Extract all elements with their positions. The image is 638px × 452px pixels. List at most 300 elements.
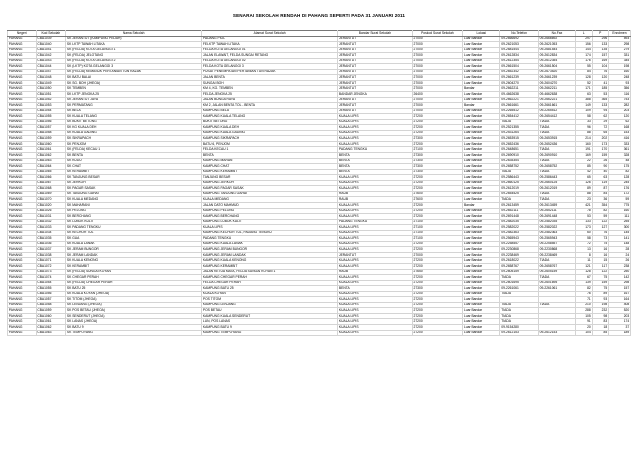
cell-alamat: BENTA bbox=[202, 153, 338, 159]
cell-poskod: 27100 bbox=[412, 147, 462, 153]
cell-perempuan: 76 bbox=[592, 230, 608, 236]
cell-nama-sekolah: SK JERANTUT JAYA bbox=[66, 97, 202, 103]
cell-perempuan: 89 bbox=[592, 291, 608, 297]
cell-negeri: PAHANG bbox=[8, 92, 37, 98]
cell-lokasi: Luar Bandar bbox=[463, 75, 500, 81]
cell-enrolmen: 328 bbox=[608, 153, 630, 159]
cell-nama-sekolah: SK PERMATANG bbox=[66, 103, 202, 109]
cell-telefon: TIADA bbox=[500, 275, 538, 281]
cell-nama-sekolah: SK BATU 9 bbox=[66, 324, 202, 330]
cell-lokasi: Luar Bandar bbox=[463, 214, 500, 220]
cell-lokasi: Luar Bandar bbox=[463, 280, 500, 286]
cell-alamat: KAMPUNG KERAMBIT bbox=[202, 263, 338, 269]
cell-poskod: 27650 bbox=[412, 269, 462, 275]
cell-lokasi: Bandar bbox=[463, 86, 500, 92]
cell-nama-sekolah: SK SENDERUT (JHEOA) bbox=[66, 313, 202, 319]
cell-telefon: 09-2265512 bbox=[500, 108, 538, 114]
cell-bandar: RAUB bbox=[338, 269, 413, 275]
cell-kod-sekolah: CBA1074 bbox=[36, 275, 66, 281]
cell-alamat: KAMPUNG LUBOK KULIT bbox=[202, 219, 338, 225]
cell-lokasi: Luar Bandar bbox=[463, 247, 500, 253]
cell-bandar: RAUB bbox=[338, 197, 413, 203]
cell-enrolmen: 333 bbox=[608, 141, 630, 147]
cell-perempuan: 65 bbox=[592, 130, 608, 136]
cell-lelaki: 91 bbox=[576, 319, 592, 325]
cell-bandar: KUALA LIPIS bbox=[338, 263, 413, 269]
cell-perempuan: 62 bbox=[592, 114, 608, 120]
cell-negeri: PAHANG bbox=[8, 36, 37, 42]
cell-bandar: KUALA LIPIS bbox=[338, 214, 413, 220]
cell-kod-sekolah: CBA1036 bbox=[36, 241, 66, 247]
cell-poskod: 27200 bbox=[412, 125, 462, 131]
cell-kod-sekolah: CBA1065 bbox=[36, 169, 66, 175]
cell-enrolmen: 176 bbox=[608, 186, 630, 192]
cell-perempuan: 120 bbox=[592, 75, 608, 81]
cell-enrolmen: 168 bbox=[608, 125, 630, 131]
cell-poskod: 27000 bbox=[412, 103, 462, 109]
cell-kod-sekolah: CBA1060 bbox=[36, 313, 66, 319]
cell-alamat: KAMPUNG TANJUNG GAHAI bbox=[202, 191, 338, 197]
cell-negeri: PAHANG bbox=[8, 164, 37, 170]
cell-fax: 09-2660125 bbox=[538, 180, 575, 186]
cell-alamat: KAMPUNG KUALA LANAK bbox=[202, 241, 338, 247]
column-header-kod-sekolah: Kod Sekolah bbox=[36, 31, 66, 37]
cell-enrolmen: 62 bbox=[608, 119, 630, 125]
cell-perempuan: 169 bbox=[592, 58, 608, 64]
column-header-nama-sekolah: Nama Sekolah bbox=[66, 31, 202, 37]
cell-bandar: KUALA LIPIS bbox=[338, 275, 413, 281]
cell-enrolmen: 298 bbox=[608, 42, 630, 48]
cell-enrolmen: 331 bbox=[608, 53, 630, 59]
cell-alamat: JALAN DATO MAHMUD bbox=[202, 202, 338, 208]
cell-kod-sekolah: CBA1050 bbox=[36, 86, 66, 92]
cell-perempuan: 185 bbox=[592, 86, 608, 92]
cell-perempuan: 82 bbox=[592, 208, 608, 214]
cell-kod-sekolah: CBA1068 bbox=[36, 186, 66, 192]
cell-enrolmen: 245 bbox=[608, 180, 630, 186]
cell-alamat: KUALA LIPIS bbox=[202, 225, 338, 231]
cell-telefon: 09-2565943 bbox=[500, 236, 538, 242]
cell-poskod: 27200 bbox=[412, 130, 462, 136]
cell-telefon: TIADA bbox=[500, 169, 538, 175]
column-header-alamat: Alamat Surat Sekolah bbox=[202, 31, 338, 37]
cell-negeri: PAHANG bbox=[8, 136, 37, 142]
cell-lelaki: 42 bbox=[576, 169, 592, 175]
cell-negeri: PAHANG bbox=[8, 108, 37, 114]
cell-telefon: 09-2662211 bbox=[500, 86, 538, 92]
cell-lokasi: Luar Bandar bbox=[463, 269, 500, 275]
cell-lelaki: 171 bbox=[576, 86, 592, 92]
cell-alamat: KAMPUNG JERAM BUNGOR bbox=[202, 247, 338, 253]
cell-perempuan: 93 bbox=[592, 297, 608, 303]
cell-kod-sekolah: CBA1070 bbox=[36, 197, 66, 203]
cell-poskod: 27000 bbox=[412, 80, 462, 86]
cell-kod-sekolah: CBA1059 bbox=[36, 136, 66, 142]
cell-bandar: KUALA LIPIS bbox=[338, 324, 413, 330]
cell-enrolmen: 37 bbox=[608, 324, 630, 330]
cell-fax: 09-2691448 bbox=[538, 214, 575, 220]
cell-lokasi: Luar Bandar bbox=[463, 313, 500, 319]
cell-enrolmen: 153 bbox=[608, 130, 630, 136]
cell-negeri: PAHANG bbox=[8, 313, 37, 319]
cell-nama-sekolah: SK (FELDA) JELOTANG bbox=[66, 53, 202, 59]
cell-negeri: PAHANG bbox=[8, 197, 37, 203]
cell-fax: 09-2661504 bbox=[538, 64, 575, 70]
cell-nama-sekolah: SK LKTP JENGKA 25 bbox=[66, 92, 202, 98]
cell-bandar: KUALA LIPIS bbox=[338, 186, 413, 192]
cell-alamat: KUALA KOYAN bbox=[202, 291, 338, 297]
cell-fax: TIADA bbox=[538, 302, 575, 308]
cell-poskod: 27200 bbox=[412, 258, 462, 264]
cell-fax: TIADA bbox=[538, 147, 575, 153]
cell-nama-sekolah: SK TANJUNG GAHAI bbox=[66, 191, 202, 197]
cell-enrolmen: 174 bbox=[608, 319, 630, 325]
cell-lokasi: Luar Bandar bbox=[463, 114, 500, 120]
cell-fax: TIADA bbox=[538, 130, 575, 136]
cell-kod-sekolah: CBA1040 bbox=[36, 42, 66, 48]
cell-perempuan: 40 bbox=[592, 169, 608, 175]
cell-enrolmen: 26 bbox=[608, 258, 630, 264]
cell-enrolmen: 300 bbox=[608, 225, 630, 231]
cell-negeri: PAHANG bbox=[8, 175, 37, 181]
cell-lokasi: Luar Bandar bbox=[463, 125, 500, 131]
cell-perempuan: 76 bbox=[592, 69, 608, 75]
cell-perempuan: 16 bbox=[592, 252, 608, 258]
cell-alamat: KAMPUNG BATU 9 bbox=[202, 324, 338, 330]
cell-enrolmen: 238 bbox=[608, 263, 630, 269]
cell-telefon: TIADA bbox=[500, 319, 538, 325]
cell-lelaki: 128 bbox=[576, 269, 592, 275]
cell-kod-sekolah: CBA1052 bbox=[36, 97, 66, 103]
cell-nama-sekolah: SK CHEGAR PERAH bbox=[66, 275, 202, 281]
cell-perempuan: 159 bbox=[592, 280, 608, 286]
cell-alamat: BUKIT BETONG bbox=[202, 119, 338, 125]
cell-nama-sekolah: SK KERAMBIT bbox=[66, 169, 202, 175]
cell-poskod: 27200 bbox=[412, 119, 462, 125]
cell-enrolmen: 111 bbox=[608, 214, 630, 220]
cell-poskod: 27200 bbox=[412, 141, 462, 147]
cell-lokasi: Luar Bandar bbox=[463, 330, 500, 336]
cell-poskod: 27200 bbox=[412, 180, 462, 186]
cell-kod-sekolah: CBA1063 bbox=[36, 158, 66, 164]
cell-alamat: POS TITOM bbox=[202, 297, 338, 303]
cell-lelaki: 214 bbox=[576, 136, 592, 142]
cell-lokasi: Luar Bandar bbox=[463, 252, 500, 258]
cell-perempuan: 41 bbox=[592, 80, 608, 86]
cell-alamat: KAMPUNG CHAT bbox=[202, 164, 338, 170]
cell-lelaki: 210 bbox=[576, 302, 592, 308]
cell-nama-sekolah: SK POS BETAU (JHEOA) bbox=[66, 308, 202, 314]
cell-alamat: KAMPUNG JERAM LANDAK bbox=[202, 252, 338, 258]
cell-lelaki: 84 bbox=[576, 69, 592, 75]
cell-fax: TIADA bbox=[538, 125, 575, 131]
cell-kod-sekolah: CBA1048 bbox=[36, 75, 66, 81]
cell-negeri: PAHANG bbox=[8, 308, 37, 314]
cell-poskod: 27200 bbox=[412, 275, 462, 281]
cell-enrolmen: 93 bbox=[608, 80, 630, 86]
cell-telefon: 09-2605159 bbox=[500, 269, 538, 275]
cell-negeri: PAHANG bbox=[8, 180, 37, 186]
cell-negeri: PAHANG bbox=[8, 75, 37, 81]
cell-fax: 09-2238469 bbox=[538, 252, 575, 258]
cell-telefon: 09-2582022 bbox=[500, 225, 538, 231]
cell-enrolmen: 775 bbox=[608, 202, 630, 208]
cell-enrolmen: 148 bbox=[608, 241, 630, 247]
cell-fax: 09-2612354 bbox=[538, 58, 575, 64]
column-header-bandar: Bandar Surat Sekolah bbox=[338, 31, 413, 37]
cell-nama-sekolah: SK LKTP TAWAH LITAKA bbox=[66, 42, 202, 48]
cell-poskod: 27100 bbox=[412, 225, 462, 231]
cell-bandar: KUALA LIPIS bbox=[338, 291, 413, 297]
cell-alamat: KAMPUNG CHEGAR PERAH bbox=[202, 275, 338, 281]
cell-nama-sekolah: SK JERANTUT (KAMPUNG PEDAH) bbox=[66, 36, 202, 42]
cell-alamat: FELDA CHEGAR PERAH bbox=[202, 280, 338, 286]
cell-negeri: PAHANG bbox=[8, 147, 37, 153]
cell-nama-sekolah: SK TITOM (JHEOA) bbox=[66, 297, 202, 303]
cell-kod-sekolah: CBA1055 bbox=[36, 114, 66, 120]
cell-lelaki: 160 bbox=[576, 141, 592, 147]
cell-poskod: 27300 bbox=[412, 286, 462, 292]
cell-bandar: KUALA LIPIS bbox=[338, 225, 413, 231]
cell-perempuan: 29 bbox=[592, 119, 608, 125]
cell-negeri: PAHANG bbox=[8, 247, 37, 253]
cell-kod-sekolah: CBA1066 bbox=[36, 175, 66, 181]
cell-nama-sekolah: SK KUALA GADING bbox=[66, 130, 202, 136]
cell-negeri: PAHANG bbox=[8, 286, 37, 292]
cell-lokasi: Luar Bandar bbox=[463, 169, 500, 175]
cell-enrolmen: 145 bbox=[608, 230, 630, 236]
cell-negeri: PAHANG bbox=[8, 186, 37, 192]
cell-alamat: KAMPUNG JERKOH bbox=[202, 180, 338, 186]
table-body bbox=[8, 36, 631, 336]
cell-telefon: 09-4662638 bbox=[500, 92, 538, 98]
cell-kod-sekolah: CBA1056 bbox=[36, 291, 66, 297]
cell-fax: 09-2582363 bbox=[538, 230, 575, 236]
cell-poskod: 27200 bbox=[412, 308, 462, 314]
cell-fax: 09-2586443 bbox=[538, 175, 575, 181]
cell-lokasi: Luar Bandar bbox=[463, 286, 500, 292]
cell-negeri: PAHANG bbox=[8, 47, 37, 53]
cell-nama-sekolah: SK MAHARANI bbox=[66, 202, 202, 208]
cell-lokasi: Luar Bandar bbox=[463, 108, 500, 114]
cell-lokasi: Luar Bandar bbox=[463, 64, 500, 70]
cell-kod-sekolah: CBA1037 bbox=[36, 247, 66, 253]
cell-lokasi: Luar Bandar bbox=[463, 53, 500, 59]
cell-fax: 09-2265512 bbox=[538, 108, 575, 114]
cell-lelaki: 174 bbox=[576, 53, 592, 59]
cell-poskod: 27200 bbox=[412, 247, 462, 253]
cell-poskod: 27000 bbox=[412, 69, 462, 75]
cell-kod-sekolah: CBA1058 bbox=[36, 302, 66, 308]
cell-fax: 09-2661661 bbox=[538, 103, 575, 109]
cell-poskod: 27300 bbox=[412, 164, 462, 170]
cell-perempuan: 365 bbox=[592, 97, 608, 103]
cell-negeri: PAHANG bbox=[8, 214, 37, 220]
cell-poskod: 27200 bbox=[412, 313, 462, 319]
cell-lelaki: 53 bbox=[576, 214, 592, 220]
cell-telefon: 09-2652436 bbox=[500, 141, 538, 147]
cell-fax: 09-2654412 bbox=[538, 114, 575, 120]
cell-negeri: PAHANG bbox=[8, 302, 37, 308]
cell-bandar: JERANTUT bbox=[338, 58, 413, 64]
cell-negeri: PAHANG bbox=[8, 263, 37, 269]
cell-kod-sekolah: CBA1043 bbox=[36, 58, 66, 64]
cell-fax: 09-2613459 bbox=[538, 202, 575, 208]
cell-bandar: KUALA LIPIS bbox=[338, 241, 413, 247]
cell-fax: TIADA bbox=[538, 119, 575, 125]
cell-lelaki: 149 bbox=[576, 103, 592, 109]
cell-enrolmen: 361 bbox=[608, 147, 630, 153]
cell-fax: 09-2662211 bbox=[538, 86, 575, 92]
cell-enrolmen: 28 bbox=[608, 247, 630, 253]
cell-nama-sekolah: SK (FELDA) CHEGAR PERAH bbox=[66, 280, 202, 286]
cell-lokasi: Luar Bandar bbox=[463, 225, 500, 231]
column-header-fax: No.Fax bbox=[538, 31, 575, 37]
cell-telefon: 09-2258557 bbox=[500, 241, 538, 247]
cell-lelaki: 20 bbox=[576, 324, 592, 330]
cell-perempuan: 15 bbox=[592, 258, 608, 264]
cell-kod-sekolah: CBA1060 bbox=[36, 141, 66, 147]
cell-telefon: 09-2661504 bbox=[500, 64, 538, 70]
cell-nama-sekolah: SK BERCHANG bbox=[66, 214, 202, 220]
cell-negeri: PAHANG bbox=[8, 141, 37, 147]
cell-perempuan: 94 bbox=[592, 108, 608, 114]
cell-bandar: KUALA LIPIS bbox=[338, 180, 413, 186]
cell-lelaki: 8 bbox=[576, 252, 592, 258]
cell-lelaki: 58 bbox=[576, 236, 592, 242]
cell-alamat: KAMPUNG LENJANG bbox=[202, 302, 338, 308]
cell-perempuan: 75 bbox=[592, 275, 608, 281]
cell-alamat: KAMPUNG KUALA SENDERUT bbox=[202, 313, 338, 319]
cell-bandar: KUALA LIPIS bbox=[338, 208, 413, 214]
cell-kod-sekolah: CBA1057 bbox=[36, 297, 66, 303]
cell-poskod: 27600 bbox=[412, 197, 462, 203]
cell-enrolmen: 82 bbox=[608, 169, 630, 175]
cell-lokasi: Luar Bandar bbox=[463, 236, 500, 242]
cell-lokasi: Luar Bandar bbox=[463, 275, 500, 281]
cell-telefon: 09-2618022 bbox=[500, 258, 538, 264]
cell-perempuan: 98 bbox=[592, 313, 608, 319]
cell-nama-sekolah: SK (FELDA) KEMASUK PERTANIAN TUN RAZAK bbox=[66, 69, 202, 75]
cell-telefon: 09-2612019 bbox=[500, 186, 538, 192]
column-header-lelaki: L bbox=[576, 31, 592, 37]
cell-bandar: KUALA LIPIS bbox=[338, 125, 413, 131]
cell-bandar: BENTA bbox=[338, 153, 413, 159]
cell-lokasi: Luar Bandar bbox=[463, 324, 500, 330]
cell-enrolmen: 160 bbox=[608, 69, 630, 75]
cell-bandar: KUALA LIPIS bbox=[338, 136, 413, 142]
cell-lokasi: Bandar bbox=[463, 103, 500, 109]
cell-nama-sekolah: SK KERAMBIT bbox=[66, 263, 202, 269]
cell-negeri: PAHANG bbox=[8, 114, 37, 120]
cell-lelaki: 63 bbox=[576, 92, 592, 98]
cell-fax: 09-2621053 bbox=[538, 42, 575, 48]
cell-fax: 09-2612153 bbox=[538, 330, 575, 336]
cell-lelaki: 13 bbox=[576, 247, 592, 253]
cell-lelaki: 71 bbox=[576, 297, 592, 303]
cell-lokasi: Luar Bandar bbox=[463, 80, 500, 86]
cell-fax: 09-2261061 bbox=[538, 286, 575, 292]
cell-telefon: 09-2690910 bbox=[500, 153, 538, 159]
cell-poskod: 27300 bbox=[412, 158, 462, 164]
cell-telefon: 09-2613459 bbox=[500, 202, 538, 208]
cell-alamat: JALAN KETUA MATA, FELDA SUNGAI KOYAN 1 bbox=[202, 269, 338, 275]
cell-telefon: 09-2635354 bbox=[500, 158, 538, 164]
cell-alamat: FELDA JENGKA 25 bbox=[202, 92, 338, 98]
cell-bandar: KUALA LIPIS bbox=[338, 230, 413, 236]
cell-kod-sekolah: CBA1055 bbox=[36, 286, 66, 292]
cell-kod-sekolah: CBA1072 bbox=[36, 263, 66, 269]
cell-lelaki: 72 bbox=[576, 241, 592, 247]
cell-nama-sekolah: SK LANAS (JHEOA) bbox=[66, 319, 202, 325]
cell-negeri: PAHANG bbox=[8, 64, 37, 70]
cell-bandar: BENTA bbox=[338, 169, 413, 175]
cell-telefon: TIADA bbox=[500, 197, 538, 203]
cell-telefon: 09-2604270 bbox=[500, 80, 538, 86]
cell-kod-sekolah: CBA1054 bbox=[36, 108, 66, 114]
cell-poskod: 27000 bbox=[412, 97, 462, 103]
cell-bandar: PADANG TENGKU bbox=[338, 219, 413, 225]
cell-bandar: KUALA LIPIS bbox=[338, 119, 413, 125]
cell-telefon: 09-2230868 bbox=[500, 247, 538, 253]
cell-negeri: PAHANG bbox=[8, 158, 37, 164]
cell-nama-sekolah: SK KUALA TELANG bbox=[66, 114, 202, 120]
cell-bandar: JERANTUT bbox=[338, 69, 413, 75]
cell-alamat: FELDA KECAU 1 bbox=[202, 147, 338, 153]
cell-poskod: 27200 bbox=[412, 330, 462, 336]
cell-poskod: 27200 bbox=[412, 114, 462, 120]
cell-bandar: JERANTUT bbox=[338, 97, 413, 103]
cell-kod-sekolah: CBA1032 bbox=[36, 219, 66, 225]
cell-lelaki: 58 bbox=[576, 114, 592, 120]
cell-fax: 09-2681544 bbox=[538, 47, 575, 53]
cell-bandar: JERANTUT bbox=[338, 252, 413, 258]
cell-negeri: PAHANG bbox=[8, 202, 37, 208]
cell-negeri: PAHANG bbox=[8, 319, 37, 325]
cell-lokasi: Luar Bandar bbox=[463, 302, 500, 308]
cell-negeri: PAHANG bbox=[8, 191, 37, 197]
cell-bandar: KUALA LIPIS bbox=[338, 308, 413, 314]
cell-fax: 09-2605159 bbox=[538, 269, 575, 275]
cell-nama-sekolah: SK GUA bbox=[66, 236, 202, 242]
cell-kod-sekolah: CBA1057 bbox=[36, 125, 66, 131]
cell-telefon: 09-2658767 bbox=[500, 263, 538, 269]
cell-poskod: 27200 bbox=[412, 291, 462, 297]
cell-negeri: PAHANG bbox=[8, 103, 37, 109]
cell-alamat: KAMPUNG MARAN bbox=[202, 158, 338, 164]
cell-negeri: PAHANG bbox=[8, 119, 37, 125]
cell-enrolmen: 250 bbox=[608, 269, 630, 275]
cell-lelaki: 82 bbox=[576, 286, 592, 292]
cell-lelaki: 78 bbox=[576, 208, 592, 214]
cell-bandar: KUALA LIPIS bbox=[338, 236, 413, 242]
cell-telefon: 09-2654412 bbox=[500, 114, 538, 120]
cell-telefon: 09-2691448 bbox=[500, 214, 538, 220]
cell-enrolmen: 24 bbox=[608, 252, 630, 258]
cell-bandar: KUALA LIPIS bbox=[338, 280, 413, 286]
cell-poskod: 27000 bbox=[412, 252, 462, 258]
cell-alamat: PADANG TENGKU bbox=[202, 236, 338, 242]
cell-kod-sekolah: CBA1026 bbox=[36, 208, 66, 214]
cell-lelaki: 22 bbox=[576, 158, 592, 164]
cell-poskod: 27000 bbox=[412, 53, 462, 59]
cell-poskod: 27000 bbox=[412, 75, 462, 81]
cell-fax: 09-2612019 bbox=[538, 186, 575, 192]
cell-lokasi: Luar Bandar bbox=[463, 263, 500, 269]
column-header-enrolmen: Enrolmen bbox=[608, 31, 630, 37]
cell-lokasi: Luar Bandar bbox=[463, 180, 500, 186]
cell-negeri: PAHANG bbox=[8, 219, 37, 225]
